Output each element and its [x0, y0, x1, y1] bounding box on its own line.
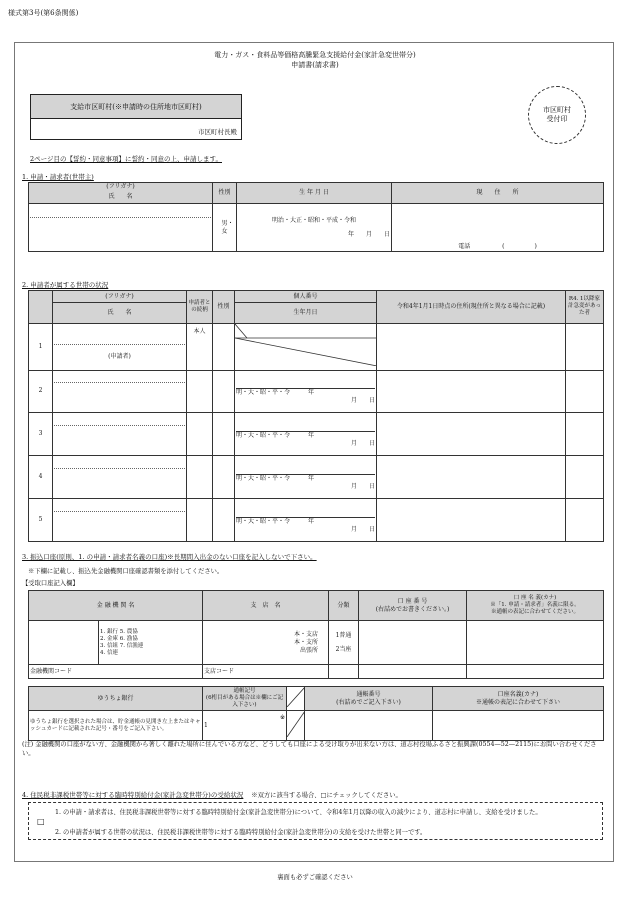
- applicant-birth[interactable]: [237, 204, 392, 252]
- furigana-label: (フリガナ): [29, 183, 213, 192]
- yucho-number-input[interactable]: [305, 711, 433, 741]
- furigana-label: (フリガナ): [53, 291, 187, 303]
- ymd-label: 年 月 日: [347, 230, 390, 238]
- mynumber-header: 個人番号: [235, 291, 377, 303]
- member-name[interactable]: [53, 323, 187, 370]
- yucho-one: 1: [204, 721, 208, 729]
- row-number: 2: [29, 370, 53, 413]
- yucho-table: [28, 686, 604, 741]
- section4-item1: 1. の申請・請求者は、住民税非課税世帯等に対する臨時特別給付金(家計急変世帯分)について、令和4年1月以降の収入の減少により、道志村に申請し、支給を受けました。: [55, 809, 542, 816]
- member-relation: 本人: [187, 323, 213, 370]
- yucho-holder-sub: ※通帳の表記に合わせて下さい: [475, 698, 560, 706]
- holder-sub1: ※「1. 申請・請求者」名義に限る。: [490, 602, 580, 608]
- era-options: 明・大・昭・平・令 年: [236, 389, 315, 397]
- bank-code-field[interactable]: [29, 665, 203, 679]
- intro-text: 2ページ目の【誓約・同意事項】に誓約・同意の上、申請します。: [30, 155, 222, 163]
- member-relation[interactable]: [187, 456, 213, 499]
- municipality-footer: 市区町村長殿: [198, 128, 237, 136]
- member-mynumber[interactable]: [235, 323, 377, 370]
- md-label: 月 日: [350, 483, 375, 491]
- branch-type: 本・支所: [294, 638, 319, 646]
- yucho-note: ゆうちょ銀行を選択された場合は、貯金通帳の見開き左上またはキャッシュカードに記載された記号・番号をご記入下さい。: [29, 711, 203, 741]
- row-number: 1: [29, 323, 53, 370]
- bank-type: 4. 信連: [100, 649, 118, 656]
- bank-name-input[interactable]: [29, 621, 99, 665]
- branch-header: 支 店 名: [203, 591, 329, 621]
- stamp-line2: 受付印: [546, 115, 568, 123]
- applicant-name-input[interactable]: [29, 204, 213, 252]
- yucho-code-input[interactable]: [203, 711, 287, 741]
- holder-sub2: ※通帳の表記に合わせてください。: [491, 609, 580, 615]
- member-relation[interactable]: [187, 413, 213, 456]
- member-relation[interactable]: [187, 370, 213, 413]
- member-name[interactable]: [53, 370, 187, 413]
- md-label: 月 日: [350, 440, 375, 448]
- section2-title: 2. 申請者が属する世帯の状況: [22, 281, 109, 289]
- yucho-code-sub: (6桁目がある場合は※欄にご記入下さい): [205, 695, 284, 708]
- member-relation[interactable]: [187, 499, 213, 542]
- gender-options: 男・女: [221, 219, 234, 235]
- member-birth[interactable]: [235, 370, 377, 413]
- row-number: 4: [29, 456, 53, 499]
- relation-header: 申請者との続柄: [187, 291, 213, 324]
- applicant-mark: (申請者): [108, 352, 131, 360]
- yucho-number-header: 通帳番号: [356, 690, 381, 698]
- account-holder-input[interactable]: [467, 621, 604, 665]
- category-list[interactable]: [329, 621, 359, 665]
- gender-header: 性別: [213, 183, 237, 204]
- stamp-line1: 市区町村: [543, 106, 571, 114]
- member-birth[interactable]: [235, 413, 377, 456]
- household-table: [28, 290, 604, 542]
- applicant-gender[interactable]: [213, 204, 237, 252]
- table-row: [29, 323, 604, 370]
- member-name[interactable]: [53, 499, 187, 542]
- table-row: [29, 413, 604, 456]
- section3-title: 3. 振込口座(原則、1. の申請・請求者名義の口座)※長期間入出金のない口座を記入しないで下さい。: [22, 553, 317, 561]
- name-label: 氏 名: [29, 192, 213, 204]
- section4-checkbox[interactable]: □: [37, 817, 45, 826]
- municipality-header: 支給市区町村(※申請時の住所地市区町村): [31, 95, 241, 119]
- address-header: 現 住 所: [392, 183, 604, 204]
- yucho-number-sub: (右詰めでご記入下さい): [336, 698, 401, 706]
- section4-title: 4. 住民税非課税世帯等に対する臨時特別給付金(家計急変世帯分)の受給状況: [22, 791, 244, 799]
- table-row: [29, 370, 604, 413]
- md-label: 月 日: [350, 526, 375, 534]
- phone-label: 電話: [458, 243, 471, 250]
- account-number-input[interactable]: [359, 621, 467, 665]
- slash-lines: [287, 687, 305, 707]
- section4-item2: 2. の申請者が属する世帯の状況は、住民税非課税世帯等に対する臨時特別給付金(家計急変世帯分)の支給を受けた世帯と同一です。: [55, 829, 427, 836]
- bank-type: 1. 銀行 5. 農協: [100, 628, 138, 635]
- member-r4[interactable]: [566, 370, 604, 413]
- slash-lines: [235, 324, 377, 366]
- bank-code-label: 金融機関コード: [30, 667, 73, 675]
- account-header: 口 座 番 号: [397, 597, 428, 605]
- member-birth[interactable]: [235, 499, 377, 542]
- account-sub: (右詰めでお書きください。): [375, 605, 450, 613]
- category-header: 分類: [329, 591, 359, 621]
- slash-lines: [287, 711, 305, 737]
- birth-header: 生年月日: [235, 303, 377, 323]
- member-birth[interactable]: [235, 456, 377, 499]
- yucho-code-header: 通帳記号: [233, 688, 256, 694]
- branch-code-field[interactable]: [203, 665, 329, 679]
- section3-caution: (注) 金融機関の口座がない方、金融機関から著しく離れた場所に住んでいる方など、どうしても口座による受け取りが出来ない方は、道志村役場ふるさと振興課(0554—52—2115)にお問い合わせください。: [22, 741, 597, 757]
- section4-box: [28, 802, 603, 840]
- member-gender[interactable]: [213, 370, 235, 413]
- row-number: 5: [29, 499, 53, 542]
- yucho-header: ゆうちょ銀行: [29, 687, 203, 711]
- member-gender[interactable]: [213, 499, 235, 542]
- branch-type: 出張所: [300, 646, 319, 654]
- name-label: 氏 名: [53, 303, 187, 323]
- yucho-mark: ※: [279, 713, 285, 721]
- member-r4[interactable]: [566, 413, 604, 456]
- r4-header: R4. 1以降家計急変があった者: [566, 291, 604, 324]
- category-option: 2当座: [335, 645, 352, 653]
- member-gender[interactable]: [213, 413, 235, 456]
- section3-note: ※下欄に記載し、振込先金融機関口座確認書類を添付してください。: [28, 568, 224, 575]
- section4-title-note: ※双方に該当する場合、□にチェックしてください。: [251, 792, 402, 799]
- member-name[interactable]: [53, 456, 187, 499]
- era-options: 明治・大正・昭和・平成・令和: [271, 216, 356, 224]
- member-address[interactable]: [377, 456, 566, 499]
- member-gender[interactable]: [213, 323, 235, 370]
- reception-stamp: [528, 86, 586, 144]
- gender-header: 性別: [213, 291, 235, 324]
- table-row: [29, 499, 604, 542]
- yucho-holder-input[interactable]: [433, 711, 604, 741]
- category-option: 1普通: [335, 631, 352, 639]
- branch-code-label: 支店コード: [204, 667, 235, 675]
- member-r4[interactable]: [566, 456, 604, 499]
- member-r4[interactable]: [566, 323, 604, 370]
- member-gender[interactable]: [213, 456, 235, 499]
- phone-parens: ( ): [502, 243, 537, 250]
- branch-type: 本・支店: [294, 630, 319, 638]
- bank-table: [28, 590, 604, 679]
- municipality-box[interactable]: [30, 94, 242, 140]
- bank-type: 3. 信組 7. 信漁連: [100, 642, 144, 649]
- era-options: 明・大・昭・平・令 年: [236, 518, 315, 526]
- footer-note: 裏面も必ずご確認ください: [277, 874, 353, 881]
- bank-type-list[interactable]: [99, 621, 203, 665]
- row-number: 3: [29, 413, 53, 456]
- branch-type-list[interactable]: [203, 621, 329, 665]
- member-address[interactable]: [377, 499, 566, 542]
- member-name[interactable]: [53, 413, 187, 456]
- bank-header: 金 融 機 関 名: [29, 591, 203, 621]
- member-r4[interactable]: [566, 499, 604, 542]
- md-label: 月 日: [350, 397, 375, 405]
- section3-box-label: 【受取口座記入欄】: [22, 580, 79, 587]
- bank-type: 2. 金庫 6. 漁協: [100, 635, 138, 642]
- member-address[interactable]: [377, 370, 566, 413]
- section1-title: 1. 申請・請求者(世帯主): [22, 173, 94, 181]
- era-options: 明・大・昭・平・令 年: [236, 475, 315, 483]
- holder-header: 口 座 名 義(カナ): [513, 595, 557, 601]
- birth-header: 生 年 月 日: [237, 183, 392, 204]
- table-row: [29, 456, 604, 499]
- era-options: 明・大・昭・平・令 年: [236, 432, 315, 440]
- title-line1: 電力・ガス・食料品等価格高騰緊急支援給付金(家計急変世帯分): [214, 51, 416, 59]
- applicant-table: [28, 182, 604, 252]
- yucho-holder-header: 口座名義(カナ): [497, 690, 539, 698]
- title-line2: 申請書(請求書): [291, 61, 339, 69]
- address-header: 令和4年1月1日時点の住所(現住所と異なる場合に記載): [377, 291, 566, 324]
- form-number: 様式第3号(第6条関係): [8, 9, 79, 17]
- member-address[interactable]: [377, 323, 566, 370]
- applicant-address[interactable]: [392, 204, 604, 252]
- member-address[interactable]: [377, 413, 566, 456]
